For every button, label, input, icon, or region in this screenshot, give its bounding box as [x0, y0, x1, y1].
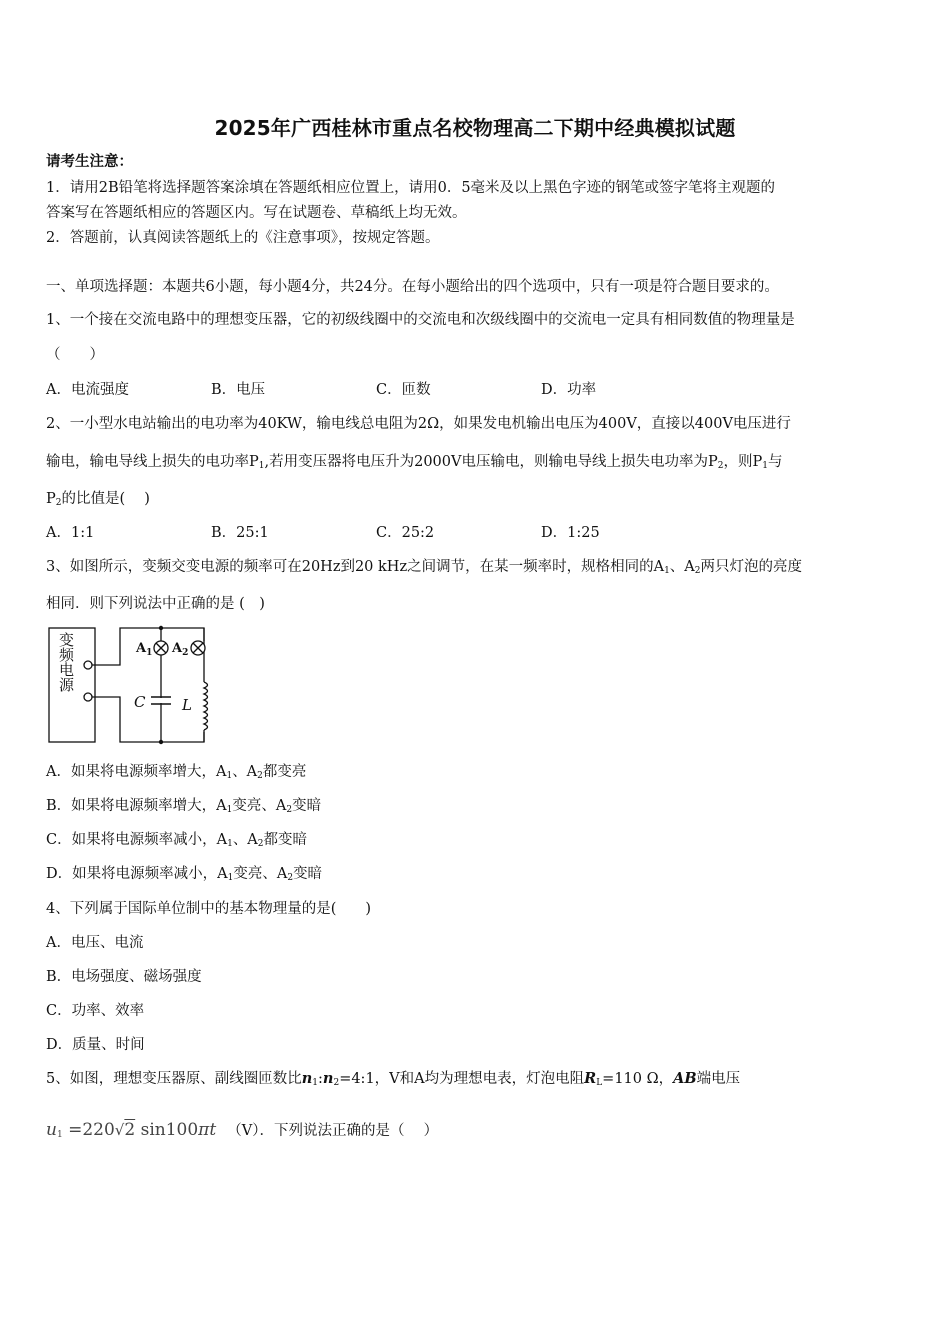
q3-option-c[interactable]: C．如果将电源频率减小，$A_1$、$A_2$都变暗 [46, 832, 308, 849]
q4-option-a[interactable]: A．电压、电流 [46, 935, 144, 951]
notice-line-2: 2．答题前，认真阅读答题纸上的《注意事项》，按规定答题。 [46, 230, 440, 246]
label-a1: $A_1$ [136, 641, 153, 658]
q4-option-b[interactable]: B．电场强度、磁场强度 [46, 969, 202, 985]
q2-option-b[interactable]: B．25:1 [211, 525, 269, 541]
notice-heading: 请考生注意： [46, 153, 133, 170]
q2-line-1: 2、一小型水电站输出的电功率为40KW，输电线总电阻为2Ω，如果发电机输出电压为400V，直接以400V电压进行 [46, 416, 791, 432]
notice-line-1-cont: 答案写在答题纸相应的答题区内。写在试题卷、草稿纸上均无效。 [46, 205, 467, 221]
q2-line-3: $P_2$的比值是( ) [46, 491, 150, 508]
q4-stem: 4、下列属于国际单位制中的基本物理量的是( ) [46, 901, 372, 917]
q4-option-d[interactable]: D．质量、时间 [46, 1037, 145, 1053]
section-heading: 一、单项选择题：本题共6小题，每小题4分，共24分。在每小题给出的四个选项中，只有一项是符合题目要求的。 [46, 279, 779, 295]
q3-option-a[interactable]: A．如果将电源频率增大，$A_1$、$A_2$都变亮 [46, 764, 307, 781]
q1-option-b[interactable]: B．电压 [211, 382, 266, 398]
label-l: L [182, 696, 192, 714]
q1-option-d[interactable]: D．功率 [541, 382, 597, 398]
q2-option-d[interactable]: D．1:25 [541, 525, 600, 541]
q3-circuit-diagram [46, 624, 216, 748]
page-title: 2025年广西桂林市重点名校物理高二下期中经典模拟试题 [214, 116, 736, 140]
q1-options [46, 380, 596, 400]
q3-option-d[interactable]: D．如果将电源频率减小，$A_1$变亮、$A_2$变暗 [46, 866, 323, 883]
q3-line-1: 3、如图所示，变频交变电源的频率可在20Hz到20 kHz之间调节，在某一频率时，规格相同的$A_1$、$A_2$两只灯泡的亮度 [46, 559, 803, 576]
q1-option-a[interactable]: A．电流强度 [46, 382, 129, 398]
q2-option-c[interactable]: C．25:2 [376, 525, 435, 541]
notice-line-1: 1．请用2B铅笔将选择题答案涂填在答题纸相应位置上，请用0．5毫米及以上黑色字迹的钢笔或签字笔将主观题的 [46, 180, 776, 196]
q2-options [46, 523, 600, 543]
q5-formula-line [46, 1120, 438, 1141]
q3-line-2: 相同．则下列说法中正确的是 ( ) [46, 596, 265, 612]
q2-line-2: 输电，输电导线上损失的电功率$P_1$,若用变压器将电压升为2000V电压输电，则输电导线上损失电功率为$P_2$，则$P_1$与 [46, 454, 783, 471]
q5-stem: 5、如图，理想变压器原、副线圈匝数比$n_1:n_2=4:1$，V和A均为理想电表，灯泡电阻$R_L=110$ Ω，AB端电压 [46, 1070, 741, 1088]
q2-option-a[interactable]: A．1:1 [46, 525, 95, 541]
q1-option-c[interactable]: C．匝数 [376, 382, 431, 398]
q5-tail: （V）．下列说法正确的是（ ） [227, 1123, 439, 1139]
q1-paren: （ ） [46, 347, 104, 363]
source-label-1: 变频电源 [57, 632, 75, 692]
q5-formula: $u_1 =220√2$ sin100πt [46, 1120, 217, 1140]
q3-option-b[interactable]: B．如果将电源频率增大，$A_1$变亮、$A_2$变暗 [46, 798, 322, 815]
q1-stem: 1、一个接在交流电路中的理想变压器，它的初级线圈中的交流电和次级线圈中的交流电一定具有相同数值的物理量是 [46, 312, 795, 328]
q4-option-c[interactable]: C．功率、效率 [46, 1003, 145, 1019]
label-a2: $A_2$ [172, 641, 189, 658]
label-c: C [134, 693, 146, 711]
